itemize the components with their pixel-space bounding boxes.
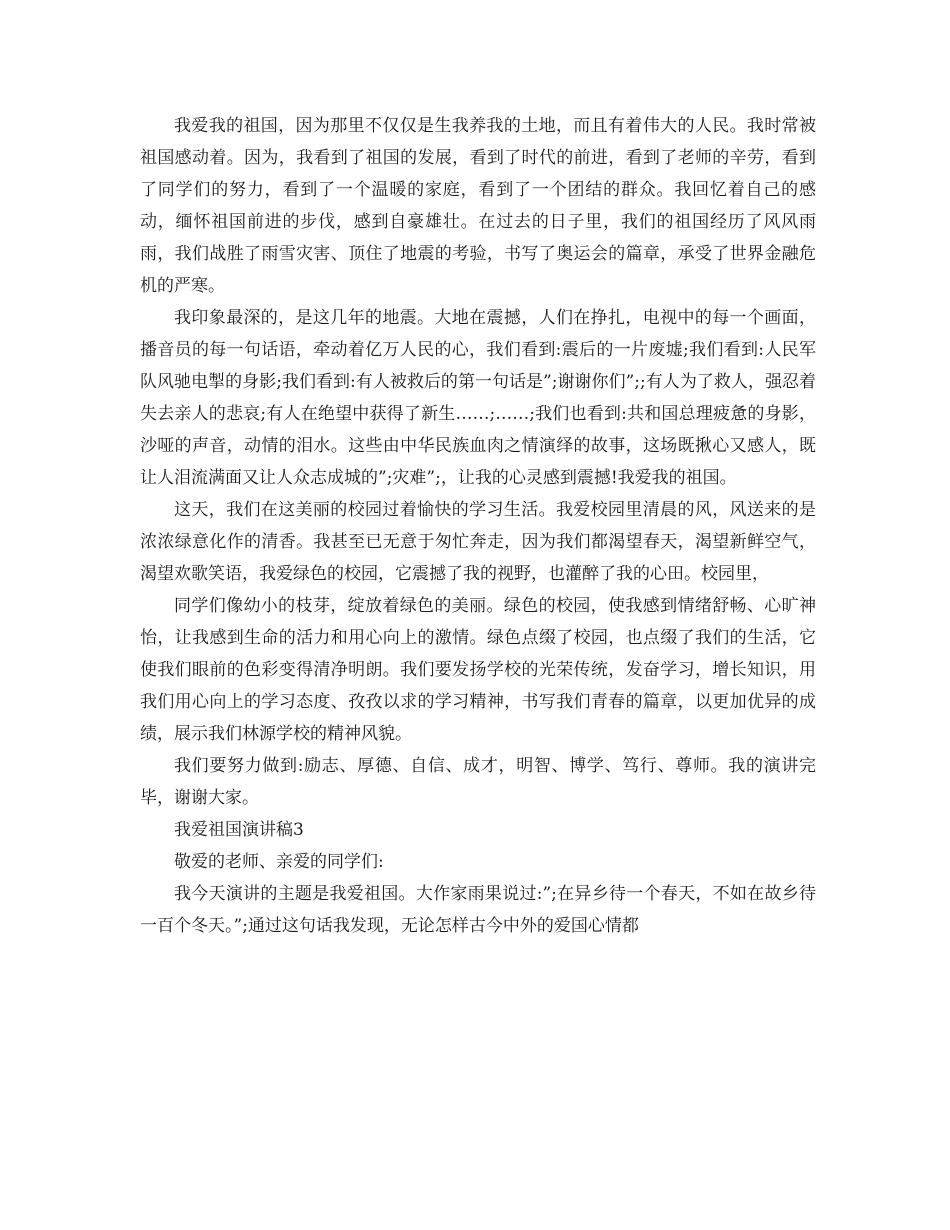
paragraph-motherland-love: 我爱我的祖国，因为那里不仅仅是生我养我的土地，而且有着伟大的人民。我时常被祖国感动着。因为，我看到了祖国的发展，看到了时代的前进，看到了老师的辛劳，看到了同学们的努力，看到了一个温暖的家庭，看到了一个团结的群众。我回忆着自己的感动，缅怀祖国前进的步伐，感到自豪雄壮。在过去的日子里，我们的祖国经历了风风雨雨，我们战胜了雨雪灾害、顶住了地震的考验，书写了奥运会的篇章，承受了世界金融危机的严寒。 bbox=[140, 116, 816, 296]
speech-salutation: 敬爱的老师、亲爱的同学们: bbox=[174, 852, 384, 872]
paragraph-speech-opening: 我今天演讲的主题是我爱祖国。大作家雨果说过:”;在异乡待一个春天，不如在故乡待一百个冬天。”;通过这句话我发现，无论怎样古今中外的爱国心情都 bbox=[140, 884, 816, 936]
paragraph-closing: 我们要努力做到:励志、厚德、自信、成才，明智、博学、笃行、尊师。我的演讲完毕，谢谢大家。 bbox=[140, 756, 816, 808]
document-page bbox=[140, 110, 816, 942]
speech-title: 我爱祖国演讲稿3 bbox=[174, 820, 304, 840]
paragraph-students-growth: 同学们像幼小的枝芽，绽放着绿色的美丽。绿色的校园，使我感到情绪舒畅、心旷神怡，让我感到生命的活力和用心向上的激情。绿色点缀了校园，也点缀了我们的生活，它使我们眼前的色彩变得清净明朗。我们要发扬学校的光荣传统，发奋学习，增长知识，用我们用心向上的学习态度、孜孜以求的学习精神，书写我们青春的篇章，以更加优异的成绩，展示我们林源学校的精神风貌。 bbox=[140, 596, 816, 744]
paragraph-earthquake: 我印象最深的，是这几年的地震。大地在震撼，人们在挣扎，电视中的每一个画面，播音员的每一句话语，牵动着亿万人民的心，我们看到:震后的一片废墟;我们看到:人民军队风驰电掣的身影;我们看到:有人被救后的第一句话是”;谢谢你们”;;有人为了救人，强忍着失去亲人的悲哀;有人在绝望中获得了新生……;……;我们也看到:共和国总理疲惫的身影，沙哑的声音，动情的泪水。这些由中华民族血肉之情演绎的故事，这场既揪心又感人，既让人泪流满面又让人众志成城的”;灾难”;，让我的心灵感到震撼!我爱我的祖国。 bbox=[140, 308, 816, 488]
paragraph-campus-life: 这天，我们在这美丽的校园过着愉快的学习生活。我爱校园里清晨的风，风送来的是浓浓绿意化作的清香。我甚至已无意于匆忙奔走，因为我们都渴望春天，渴望新鲜空气，渴望欢歌笑语，我爱绿色的校园，它震撼了我的视野，也灌醉了我的心田。校园里， bbox=[140, 500, 816, 584]
